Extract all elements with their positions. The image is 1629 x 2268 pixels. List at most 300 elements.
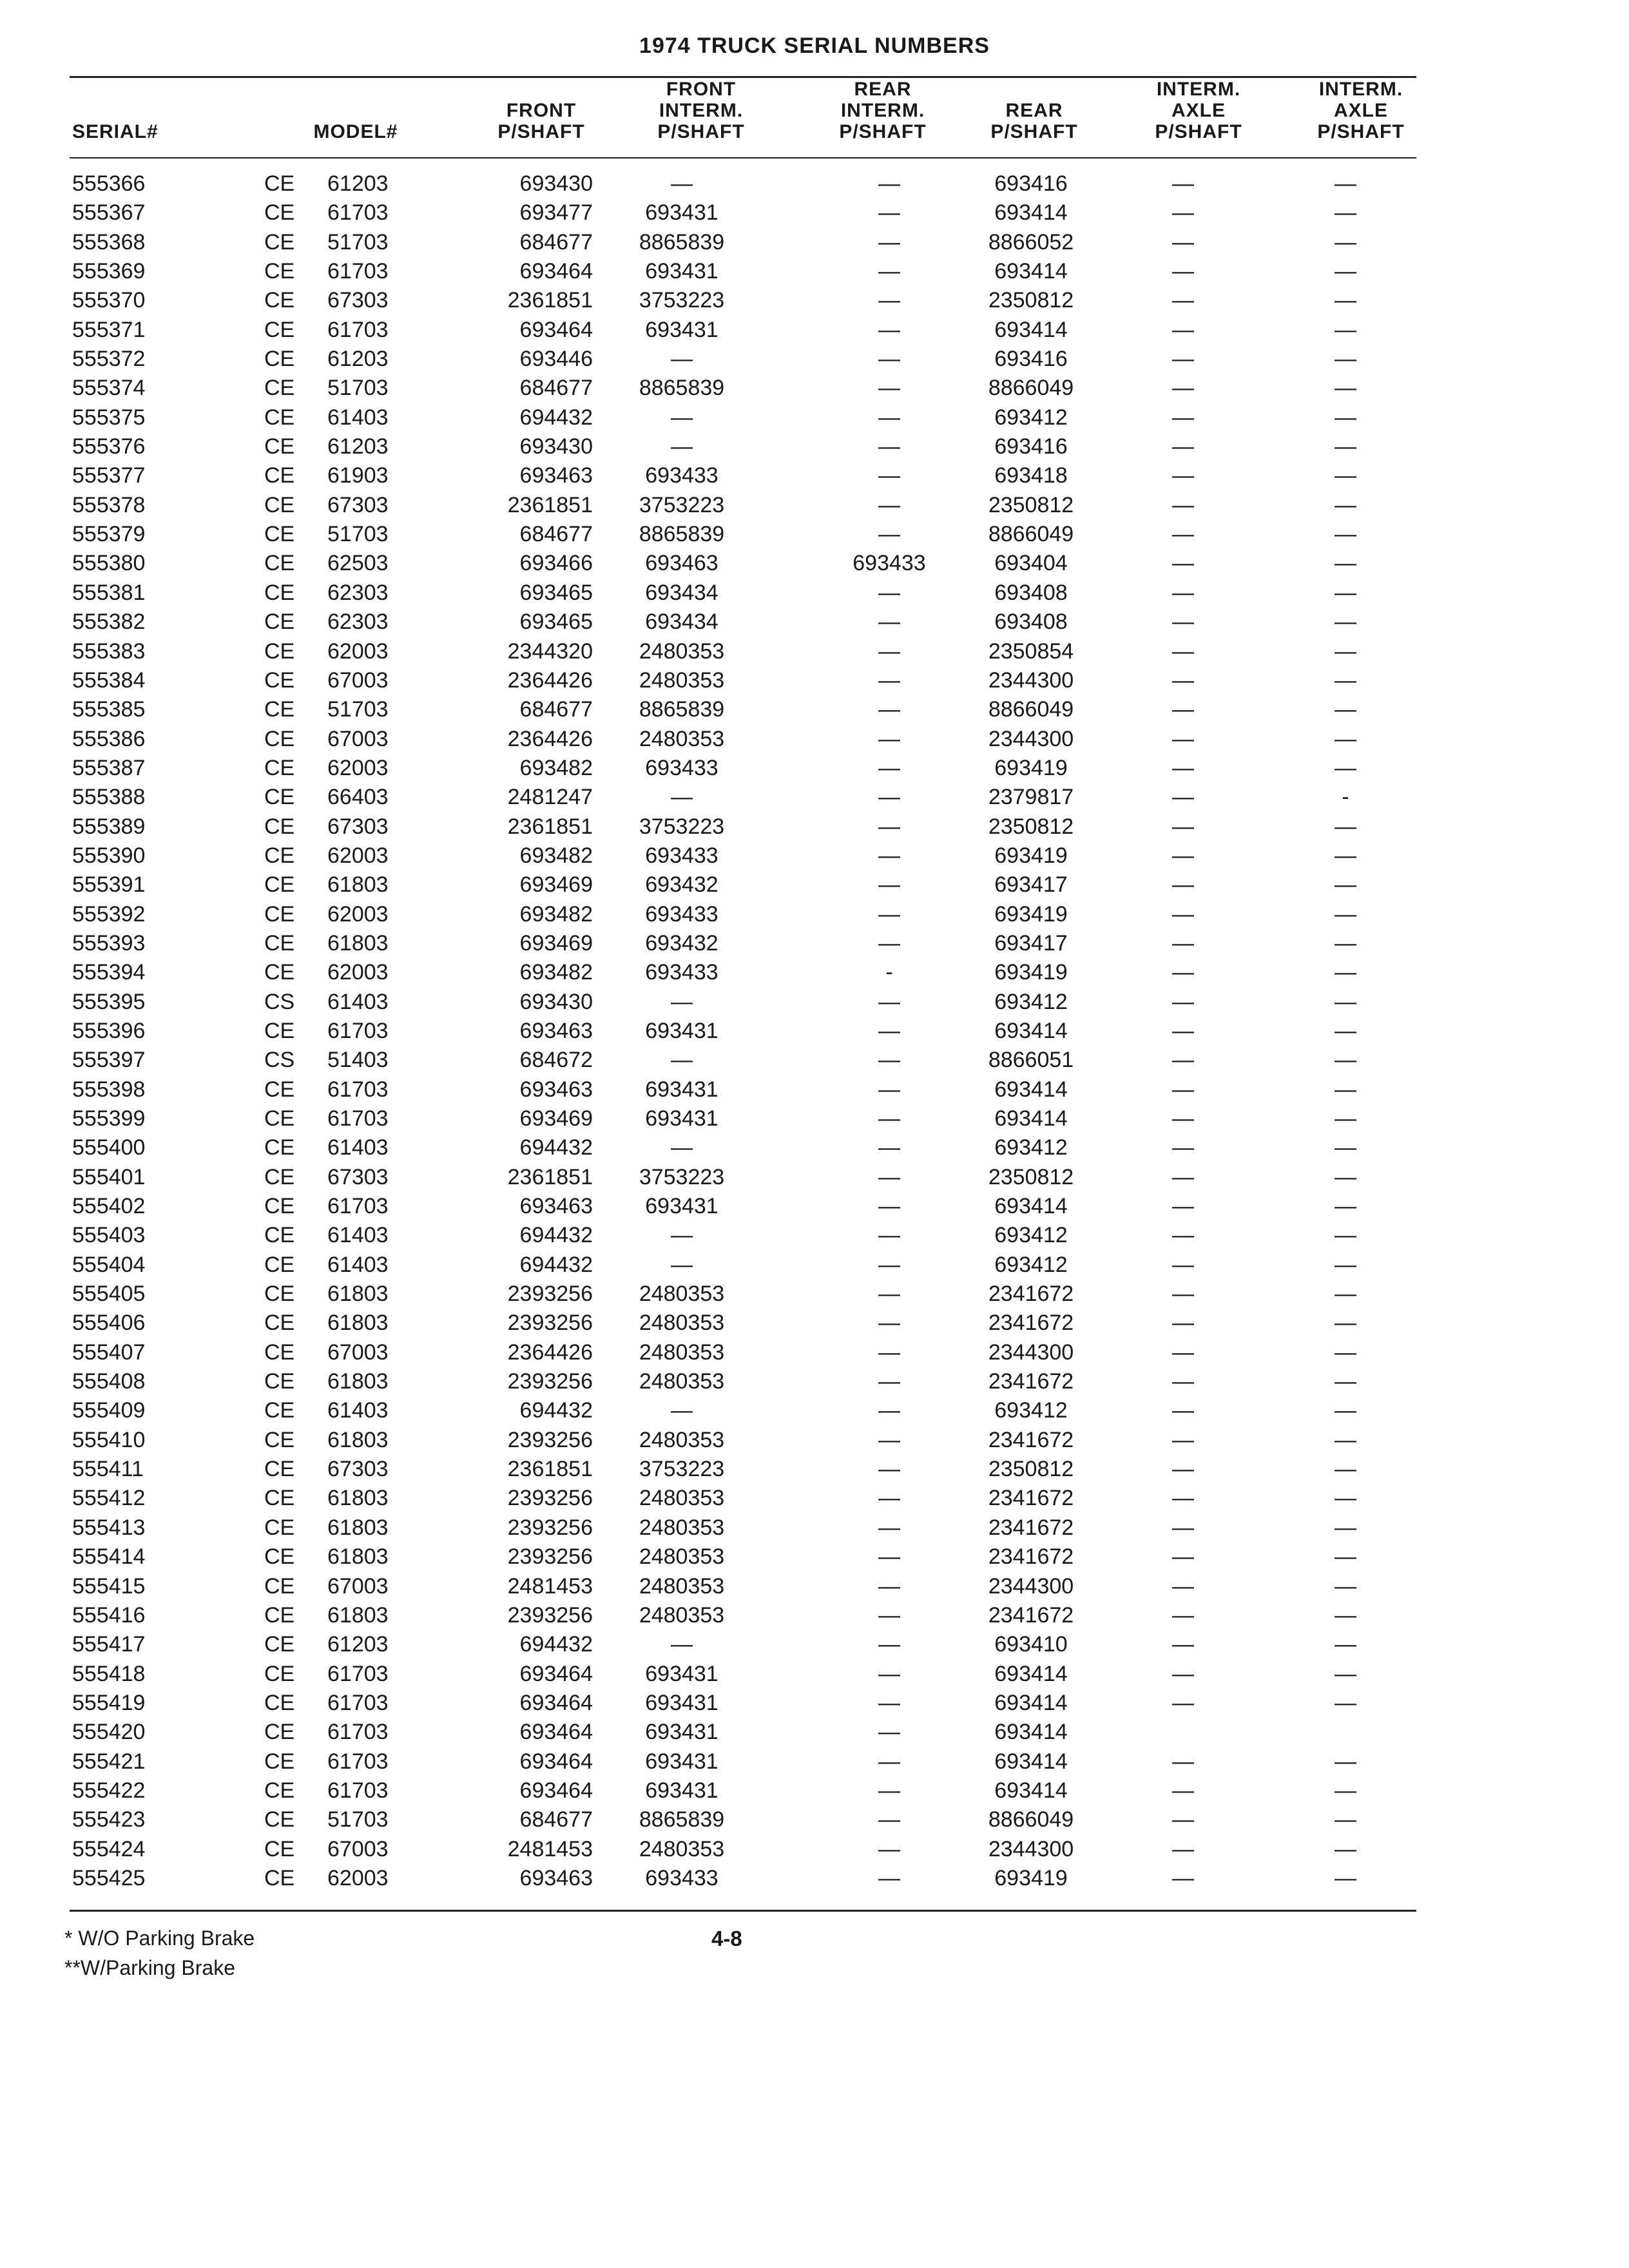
interm-axle-1-cell: — — [1172, 1573, 1194, 1599]
model-type-cell: CE — [264, 610, 295, 635]
front-pshaft-cell: 693446 — [519, 347, 593, 372]
interm-axle-1-cell: — — [1172, 1223, 1194, 1248]
table-row — [0, 1163, 1629, 1192]
model-number-cell: 61203 — [327, 434, 389, 459]
front-interm-pshaft-cell: 2480353 — [639, 668, 725, 693]
serial-cell: 555417 — [72, 1632, 146, 1657]
header-model — [291, 121, 420, 142]
serial-cell: 555423 — [72, 1807, 146, 1832]
rear-pshaft-cell: 2350854 — [988, 639, 1074, 664]
model-type-cell: CE — [264, 1252, 295, 1277]
model-number-cell: 67303 — [327, 1457, 389, 1482]
front-pshaft-cell: 694432 — [519, 1135, 593, 1160]
model-type-cell: CE — [264, 930, 295, 956]
interm-axle-2-cell: — — [1335, 1632, 1356, 1657]
model-type-cell: CE — [264, 1515, 295, 1540]
interm-axle-1-cell: — — [1172, 1252, 1194, 1277]
interm-axle-1-cell: — — [1172, 872, 1194, 898]
model-number-cell: 61703 — [327, 1749, 389, 1774]
front-interm-pshaft-cell: 693431 — [645, 200, 718, 226]
model-type-cell: CE — [264, 376, 295, 401]
model-type-cell: CE — [264, 1778, 295, 1803]
header-rear-interm-line3: P/SHAFT — [839, 121, 927, 142]
rear-interm-pshaft-cell: — — [878, 1661, 900, 1686]
serial-cell: 555407 — [72, 1340, 146, 1365]
interm-axle-1-cell: — — [1172, 405, 1194, 430]
model-type-cell: CE — [264, 1398, 295, 1423]
model-number-cell: 62303 — [327, 610, 389, 635]
interm-axle-2-cell: — — [1335, 1048, 1356, 1073]
model-type-cell: CE — [264, 405, 295, 430]
model-number-cell: 51703 — [327, 376, 389, 401]
table-row — [0, 1514, 1629, 1542]
model-number-cell: 67303 — [327, 814, 389, 839]
model-number-cell: 67003 — [327, 726, 389, 751]
model-number-cell: 61803 — [327, 1486, 389, 1511]
header-rear-pshaft — [963, 100, 1105, 142]
interm-axle-1-cell: — — [1172, 1282, 1194, 1307]
table-row — [0, 1133, 1629, 1162]
interm-axle-1-cell: — — [1172, 610, 1194, 635]
model-number-cell: 61803 — [327, 1311, 389, 1336]
rear-pshaft-cell: 693404 — [994, 551, 1068, 576]
serial-cell: 555390 — [72, 843, 146, 868]
front-interm-pshaft-cell: 693431 — [645, 1106, 718, 1131]
model-type-cell: CE — [264, 1836, 295, 1861]
table-row — [0, 1017, 1629, 1046]
model-number-cell: 67003 — [327, 668, 389, 693]
interm-axle-2-cell: — — [1335, 1573, 1356, 1599]
model-type-cell: CE — [264, 551, 295, 576]
front-pshaft-cell: 2361851 — [507, 1457, 593, 1482]
model-number-cell: 67303 — [327, 492, 389, 517]
interm-axle-1-cell: — — [1172, 989, 1194, 1014]
interm-axle-1-cell: — — [1172, 755, 1194, 780]
model-type-cell: CE — [264, 347, 295, 372]
model-number-cell: 61903 — [327, 463, 389, 488]
rear-pshaft-cell: 693414 — [994, 1749, 1068, 1774]
interm-axle-1-cell: — — [1172, 1398, 1194, 1423]
serial-cell: 555414 — [72, 1544, 146, 1570]
table-row — [0, 1484, 1629, 1513]
rear-interm-pshaft-cell: — — [878, 405, 900, 430]
rear-pshaft-cell: 8866049 — [988, 522, 1074, 547]
model-type-cell: CE — [264, 1282, 295, 1307]
model-type-cell: CE — [264, 1427, 295, 1452]
table-row — [0, 1572, 1629, 1601]
interm-axle-2-cell: — — [1335, 697, 1356, 722]
model-number-cell: 61703 — [327, 1194, 389, 1219]
interm-axle-1-cell: — — [1172, 1690, 1194, 1715]
rear-pshaft-cell: 693412 — [994, 1135, 1068, 1160]
front-pshaft-cell: 694432 — [519, 1398, 593, 1423]
model-number-cell: 61703 — [327, 1690, 389, 1715]
rear-interm-pshaft-cell: — — [878, 989, 900, 1014]
table-row — [0, 812, 1629, 841]
front-pshaft-cell: 693463 — [519, 463, 593, 488]
interm-axle-2-cell: — — [1335, 1311, 1356, 1336]
rear-pshaft-cell: 693412 — [994, 1223, 1068, 1248]
rear-pshaft-cell: 693414 — [994, 1106, 1068, 1131]
header-interm-axle-2 — [1296, 79, 1425, 142]
front-pshaft-cell: 2393256 — [507, 1515, 593, 1540]
table-row — [0, 988, 1629, 1017]
header-bottom-rule — [70, 157, 1416, 159]
rear-interm-pshaft-cell: — — [878, 1749, 900, 1774]
front-interm-pshaft-cell: — — [671, 1632, 693, 1657]
rear-interm-pshaft-cell: — — [878, 1544, 900, 1570]
model-number-cell: 61403 — [327, 405, 389, 430]
model-type-cell: CE — [264, 1311, 295, 1336]
rear-interm-pshaft-cell: — — [878, 726, 900, 751]
table-row — [0, 461, 1629, 490]
front-pshaft-cell: 693482 — [519, 843, 593, 868]
rear-pshaft-cell: 2341672 — [988, 1602, 1074, 1628]
interm-axle-2-cell: — — [1335, 843, 1356, 868]
rear-interm-pshaft-cell: — — [878, 785, 900, 810]
front-interm-pshaft-cell: — — [671, 1398, 693, 1423]
front-interm-pshaft-cell: 3753223 — [639, 1457, 725, 1482]
interm-axle-1-cell: — — [1172, 580, 1194, 605]
interm-axle-2-cell: — — [1335, 930, 1356, 956]
rear-pshaft-cell: 693412 — [994, 405, 1068, 430]
serial-cell: 555406 — [72, 1311, 146, 1336]
serial-cell: 555404 — [72, 1252, 146, 1277]
rear-pshaft-cell: 2350812 — [988, 288, 1074, 313]
serial-cell: 555412 — [72, 1486, 146, 1511]
serial-cell: 555391 — [72, 872, 146, 898]
front-pshaft-cell: 2393256 — [507, 1369, 593, 1394]
header-front-pshaft — [470, 100, 612, 142]
front-interm-pshaft-cell: — — [671, 1252, 693, 1277]
front-pshaft-cell: 693430 — [519, 171, 593, 196]
header-serial-text: SERIAL# — [72, 121, 159, 142]
front-interm-pshaft-cell: 693431 — [645, 259, 718, 284]
rear-interm-pshaft-cell: — — [878, 668, 900, 693]
rear-pshaft-cell: 2350812 — [988, 814, 1074, 839]
front-pshaft-cell: 2393256 — [507, 1486, 593, 1511]
rear-interm-pshaft-cell: 693433 — [853, 551, 926, 576]
header-rear-pshaft-line1: REAR — [1005, 100, 1063, 121]
model-number-cell: 61203 — [327, 1632, 389, 1657]
model-type-cell: CE — [264, 229, 295, 255]
rear-pshaft-cell: 693418 — [994, 463, 1068, 488]
rear-pshaft-cell: 2341672 — [988, 1369, 1074, 1394]
interm-axle-1-cell: — — [1172, 259, 1194, 284]
front-interm-pshaft-cell: 693431 — [645, 1720, 718, 1745]
front-interm-pshaft-cell: 8865839 — [639, 376, 725, 401]
interm-axle-2-cell: — — [1335, 1252, 1356, 1277]
front-interm-pshaft-cell: 693433 — [645, 463, 718, 488]
rear-interm-pshaft-cell: — — [878, 1573, 900, 1599]
table-row — [0, 1660, 1629, 1689]
model-number-cell: 61703 — [327, 1661, 389, 1686]
serial-cell: 555424 — [72, 1836, 146, 1861]
table-row — [0, 1426, 1629, 1455]
model-type-cell: CE — [264, 960, 295, 985]
rear-interm-pshaft-cell: — — [878, 463, 900, 488]
interm-axle-2-cell: — — [1335, 492, 1356, 517]
front-interm-pshaft-cell: 693433 — [645, 1865, 718, 1890]
interm-axle-1-cell: — — [1172, 1164, 1194, 1189]
serial-cell: 555366 — [72, 171, 146, 196]
table-row — [0, 316, 1629, 345]
front-interm-pshaft-cell: 693431 — [645, 317, 718, 342]
table-row — [0, 345, 1629, 374]
rear-interm-pshaft-cell: — — [878, 1164, 900, 1189]
interm-axle-2-cell: — — [1335, 1457, 1356, 1482]
front-pshaft-cell: 694432 — [519, 1632, 593, 1657]
model-number-cell: 61703 — [327, 200, 389, 226]
front-pshaft-cell: 693430 — [519, 989, 593, 1014]
front-interm-pshaft-cell: 693431 — [645, 1778, 718, 1803]
table-row — [0, 637, 1629, 666]
model-type-cell: CE — [264, 1106, 295, 1131]
rear-pshaft-cell: 693414 — [994, 200, 1068, 226]
table-row — [0, 1689, 1629, 1718]
model-number-cell: 61703 — [327, 1018, 389, 1043]
header-interm-axle-2-line3: P/SHAFT — [1317, 121, 1405, 142]
front-interm-pshaft-cell: 8865839 — [639, 1807, 725, 1832]
rear-pshaft-cell: 2341672 — [988, 1515, 1074, 1540]
serial-cell: 555409 — [72, 1398, 146, 1423]
serial-cell: 555416 — [72, 1602, 146, 1628]
front-interm-pshaft-cell: 2480353 — [639, 1340, 725, 1365]
front-pshaft-cell: 693477 — [519, 200, 593, 226]
interm-axle-1-cell: — — [1172, 668, 1194, 693]
interm-axle-2-cell: — — [1335, 1690, 1356, 1715]
rear-interm-pshaft-cell: — — [878, 639, 900, 664]
model-number-cell: 62503 — [327, 551, 389, 576]
front-pshaft-cell: 693464 — [519, 259, 593, 284]
rear-interm-pshaft-cell: — — [878, 1515, 900, 1540]
rear-pshaft-cell: 2341672 — [988, 1544, 1074, 1570]
table-row — [0, 841, 1629, 870]
front-pshaft-cell: 693464 — [519, 1778, 593, 1803]
front-pshaft-cell: 693463 — [519, 1018, 593, 1043]
table-row — [0, 1601, 1629, 1630]
table-row — [0, 1542, 1629, 1571]
table-row — [0, 1309, 1629, 1338]
interm-axle-2-cell: — — [1335, 960, 1356, 985]
front-pshaft-cell: 2361851 — [507, 1164, 593, 1189]
serial-cell: 555422 — [72, 1778, 146, 1803]
table-row — [0, 286, 1629, 315]
interm-axle-2-cell: — — [1335, 1427, 1356, 1452]
interm-axle-2-cell: — — [1335, 1661, 1356, 1686]
rear-interm-pshaft-cell: — — [878, 1340, 900, 1365]
rear-interm-pshaft-cell: — — [878, 1135, 900, 1160]
rear-pshaft-cell: 693416 — [994, 171, 1068, 196]
serial-cell: 555392 — [72, 901, 146, 927]
rear-interm-pshaft-cell: — — [878, 1807, 900, 1832]
rear-pshaft-cell: 693408 — [994, 580, 1068, 605]
interm-axle-2-cell: — — [1335, 989, 1356, 1014]
front-interm-pshaft-cell: 2480353 — [639, 1369, 725, 1394]
rear-interm-pshaft-cell: — — [878, 288, 900, 313]
model-number-cell: 62003 — [327, 755, 389, 780]
interm-axle-1-cell: — — [1172, 1135, 1194, 1160]
rear-pshaft-cell: 2341672 — [988, 1311, 1074, 1336]
serial-cell: 555393 — [72, 930, 146, 956]
rear-interm-pshaft-cell: — — [878, 930, 900, 956]
interm-axle-1-cell: — — [1172, 697, 1194, 722]
serial-cell: 555370 — [72, 288, 146, 313]
front-interm-pshaft-cell: 693431 — [645, 1690, 718, 1715]
rear-interm-pshaft-cell: — — [878, 1398, 900, 1423]
interm-axle-2-cell: — — [1335, 1398, 1356, 1423]
interm-axle-2-cell: — — [1335, 639, 1356, 664]
model-type-cell: CE — [264, 1457, 295, 1482]
rear-interm-pshaft-cell: — — [878, 872, 900, 898]
model-type-cell: CE — [264, 1632, 295, 1657]
serial-cell: 555382 — [72, 610, 146, 635]
front-pshaft-cell: 693469 — [519, 1106, 593, 1131]
rear-interm-pshaft-cell: — — [878, 317, 900, 342]
serial-cell: 555368 — [72, 229, 146, 255]
front-interm-pshaft-cell: 693434 — [645, 580, 718, 605]
rear-interm-pshaft-cell: — — [878, 376, 900, 401]
model-type-cell: CE — [264, 1544, 295, 1570]
table-row — [0, 1396, 1629, 1425]
front-interm-pshaft-cell: — — [671, 1135, 693, 1160]
rear-pshaft-cell: 693412 — [994, 989, 1068, 1014]
interm-axle-2-cell: — — [1335, 463, 1356, 488]
front-pshaft-cell: 693463 — [519, 1077, 593, 1102]
footnote-with-parking-brake: **W/Parking Brake — [64, 1956, 235, 1979]
front-interm-pshaft-cell: 693433 — [645, 843, 718, 868]
interm-axle-1-cell: — — [1172, 1427, 1194, 1452]
rear-interm-pshaft-cell: — — [878, 755, 900, 780]
interm-axle-1-cell: — — [1172, 522, 1194, 547]
model-type-cell: CE — [264, 901, 295, 927]
front-pshaft-cell: 2364426 — [507, 668, 593, 693]
rear-pshaft-cell: 693419 — [994, 960, 1068, 985]
serial-cell: 555421 — [72, 1749, 146, 1774]
model-number-cell: 67303 — [327, 288, 389, 313]
front-pshaft-cell: 693469 — [519, 872, 593, 898]
table-row — [0, 958, 1629, 987]
serial-cell: 555413 — [72, 1515, 146, 1540]
front-pshaft-cell: 694432 — [519, 1223, 593, 1248]
front-pshaft-cell: 684677 — [519, 522, 593, 547]
rear-pshaft-cell: 693414 — [994, 1720, 1068, 1745]
interm-axle-1-cell: — — [1172, 434, 1194, 459]
interm-axle-2-cell: — — [1335, 288, 1356, 313]
table-row — [0, 725, 1629, 754]
interm-axle-2-cell: — — [1335, 1077, 1356, 1102]
serial-cell: 555372 — [72, 347, 146, 372]
serial-cell: 555369 — [72, 259, 146, 284]
rear-interm-pshaft-cell: - — [885, 960, 893, 985]
table-row — [0, 666, 1629, 695]
front-pshaft-cell: 694432 — [519, 405, 593, 430]
table-row — [0, 520, 1629, 549]
front-pshaft-cell: 693464 — [519, 317, 593, 342]
rear-interm-pshaft-cell: — — [878, 347, 900, 372]
rear-pshaft-cell: 693419 — [994, 1865, 1068, 1890]
rear-pshaft-cell: 693416 — [994, 347, 1068, 372]
model-number-cell: 61403 — [327, 1398, 389, 1423]
rear-interm-pshaft-cell: — — [878, 901, 900, 927]
rear-interm-pshaft-cell: — — [878, 1048, 900, 1073]
front-interm-pshaft-cell: 693433 — [645, 960, 718, 985]
serial-cell: 555384 — [72, 668, 146, 693]
interm-axle-2-cell: — — [1335, 1194, 1356, 1219]
front-interm-pshaft-cell: 2480353 — [639, 1311, 725, 1336]
rear-interm-pshaft-cell: — — [878, 1632, 900, 1657]
model-type-cell: CS — [264, 1048, 295, 1073]
table-row — [0, 432, 1629, 461]
serial-cell: 555380 — [72, 551, 146, 576]
interm-axle-2-cell: — — [1335, 901, 1356, 927]
model-type-cell: CE — [264, 1602, 295, 1628]
interm-axle-1-cell: — — [1172, 726, 1194, 751]
front-pshaft-cell: 693482 — [519, 960, 593, 985]
model-type-cell: CE — [264, 580, 295, 605]
front-interm-pshaft-cell: 2480353 — [639, 726, 725, 751]
front-pshaft-cell: 693463 — [519, 1194, 593, 1219]
model-number-cell: 62003 — [327, 960, 389, 985]
table-row — [0, 491, 1629, 520]
front-interm-pshaft-cell: 3753223 — [639, 1164, 725, 1189]
serial-cell: 555386 — [72, 726, 146, 751]
interm-axle-2-cell: — — [1335, 1515, 1356, 1540]
rear-interm-pshaft-cell: — — [878, 229, 900, 255]
interm-axle-1-cell: — — [1172, 1515, 1194, 1540]
front-interm-pshaft-cell: — — [671, 1223, 693, 1248]
model-number-cell: 61403 — [327, 1223, 389, 1248]
page-number: 4-8 — [711, 1927, 742, 1950]
rear-pshaft-cell: 2341672 — [988, 1282, 1074, 1307]
model-type-cell: CE — [264, 1018, 295, 1043]
serial-cell: 555403 — [72, 1223, 146, 1248]
interm-axle-1-cell: — — [1172, 492, 1194, 517]
model-number-cell: 61703 — [327, 1106, 389, 1131]
table-row — [0, 1280, 1629, 1309]
model-type-cell: CE — [264, 317, 295, 342]
interm-axle-1-cell: — — [1172, 1807, 1194, 1832]
rear-interm-pshaft-cell: — — [878, 1018, 900, 1043]
interm-axle-2-cell: — — [1335, 814, 1356, 839]
rear-interm-pshaft-cell: — — [878, 1778, 900, 1803]
model-number-cell: 61703 — [327, 1077, 389, 1102]
model-type-cell: CE — [264, 785, 295, 810]
model-type-cell: CE — [264, 1690, 295, 1715]
rear-pshaft-cell: 693412 — [994, 1252, 1068, 1277]
table-row — [0, 198, 1629, 227]
rear-pshaft-cell: 693414 — [994, 317, 1068, 342]
model-type-cell: CE — [264, 1194, 295, 1219]
rear-pshaft-cell: 8866051 — [988, 1048, 1074, 1073]
interm-axle-1-cell: — — [1172, 1486, 1194, 1511]
interm-axle-2-cell: — — [1335, 668, 1356, 693]
model-number-cell: 61803 — [327, 1515, 389, 1540]
table-row — [0, 579, 1629, 608]
serial-cell: 555385 — [72, 697, 146, 722]
serial-cell: 555383 — [72, 639, 146, 664]
serial-cell: 555388 — [72, 785, 146, 810]
header-model-text: MODEL# — [313, 121, 398, 142]
rear-interm-pshaft-cell: — — [878, 434, 900, 459]
interm-axle-1-cell: — — [1172, 1077, 1194, 1102]
front-interm-pshaft-cell: 3753223 — [639, 288, 725, 313]
front-interm-pshaft-cell: 2480353 — [639, 1573, 725, 1599]
rear-pshaft-cell: 693414 — [994, 1018, 1068, 1043]
front-pshaft-cell: 693465 — [519, 610, 593, 635]
interm-axle-1-cell: — — [1172, 639, 1194, 664]
front-pshaft-cell: 2393256 — [507, 1602, 593, 1628]
